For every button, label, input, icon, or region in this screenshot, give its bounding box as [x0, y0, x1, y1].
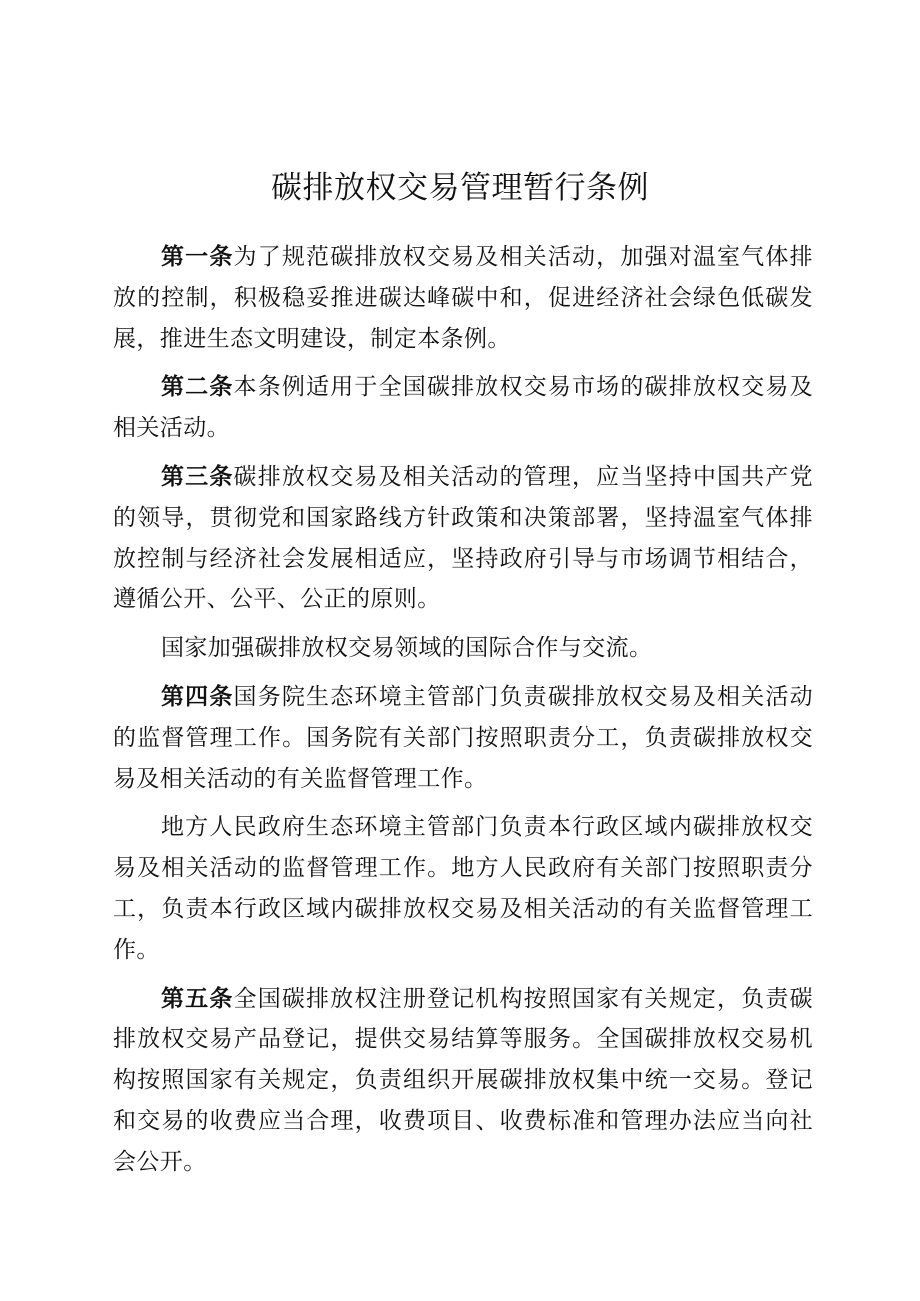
- document-title: 碳排放权交易管理暂行条例: [271, 170, 649, 206]
- article-number: 第二条: [161, 374, 234, 401]
- article-number: 第三条: [161, 463, 234, 490]
- paragraph-article-2: [113, 367, 813, 449]
- paragraph-article-3-continued: [113, 628, 813, 669]
- paragraph-text: 全国碳排放权注册登记机构按照国家有关规定，负责碳排放权交易产品登记，提供交易结算等服务。全国碳排放权交易机构按照国家有关规定，负责组织开展碳排放权集中统一交易。登记和交易的收费应当合理，收费项目、收费标准和管理办法应当向社会公开。: [113, 985, 813, 1175]
- paragraph-article-1: [113, 237, 813, 359]
- paragraph-text: 国家加强碳排放权交易领域的国际合作与交流。: [161, 635, 653, 662]
- article-number: 第五条: [161, 985, 234, 1012]
- paragraph-text: 国务院生态环境主管部门负责碳排放权交易及相关活动的监督管理工作。国务院有关部门按照职责分工，负责碳排放权交易及相关活动的有关监督管理工作。: [113, 683, 813, 792]
- article-number: 第一条: [161, 244, 234, 270]
- paragraph-text: 地方人民政府生态环境主管部门负责本行政区域内碳排放权交易及相关活动的监督管理工作。地方人民政府有关部门按照职责分工，负责本行政区域内碳排放权交易及相关活动的有关监督管理工作。: [113, 814, 813, 963]
- paragraph-article-4: [113, 677, 813, 799]
- paragraph-text: 为了规范碳排放权交易及相关活动，加强对温室气体排放的控制，积极稳妥推进碳达峰碳中和，促进经济社会绿色低碳发展，推进生态文明建设，制定本条例。: [113, 244, 813, 352]
- paragraph-article-3: [113, 457, 813, 620]
- paragraph-text: 碳排放权交易及相关活动的管理，应当坚持中国共产党的领导，贯彻党和国家路线方针政策和决策部署，坚持温室气体排放控制与经济社会发展相适应，坚持政府引导与市场调节相结合，遵循公开、公平、公正的原则。: [113, 463, 813, 613]
- article-number: 第四条: [161, 683, 234, 710]
- document-body: [113, 237, 813, 1191]
- paragraph-text: 本条例适用于全国碳排放权交易市场的碳排放权交易及相关活动。: [113, 374, 813, 442]
- paragraph-article-5: [113, 979, 813, 1183]
- paragraph-article-4-continued: [113, 807, 813, 970]
